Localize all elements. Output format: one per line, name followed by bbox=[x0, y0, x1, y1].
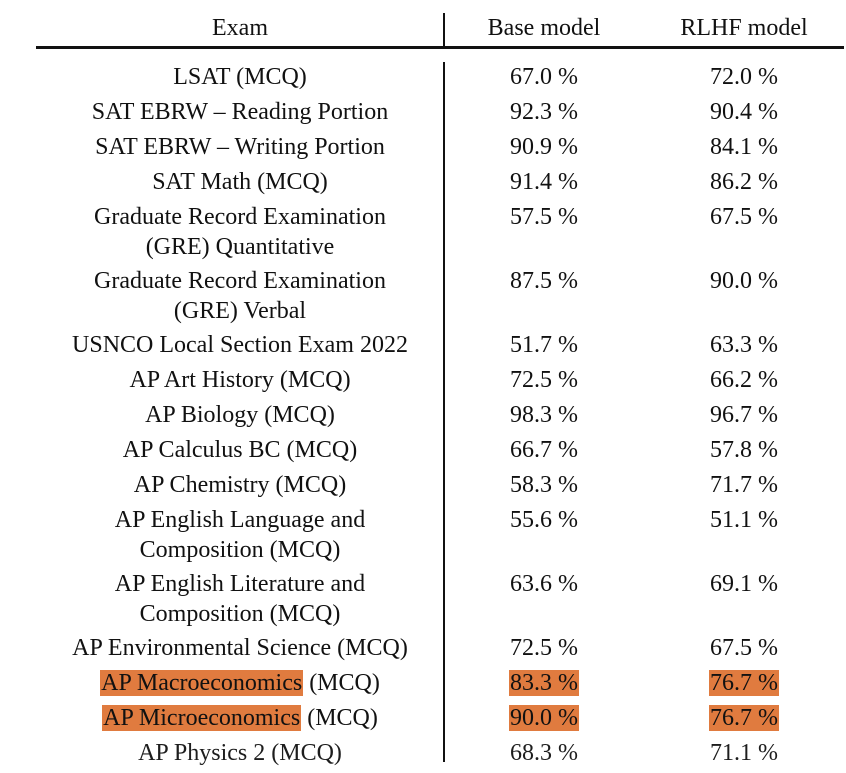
header-rlhf-model: RLHF model bbox=[680, 15, 808, 41]
rlhf-model-score-value: 69.1 % bbox=[710, 571, 778, 597]
rlhf-model-score bbox=[644, 167, 844, 197]
base-model-score bbox=[448, 132, 640, 162]
base-model-score bbox=[448, 633, 640, 663]
base-model-score-value: 63.6 % bbox=[510, 571, 578, 597]
base-model-score bbox=[448, 97, 640, 127]
rlhf-model-score-value: 90.4 % bbox=[710, 99, 778, 125]
base-model-score-value: 57.5 % bbox=[510, 204, 578, 230]
rlhf-model-score-value: 67.5 % bbox=[710, 204, 778, 230]
exam-name-line: LSAT (MCQ) bbox=[173, 64, 307, 90]
rlhf-model-score-value: 57.8 % bbox=[710, 437, 778, 463]
exam-name-suffix: (MCQ) bbox=[303, 670, 380, 696]
rlhf-model-score bbox=[644, 266, 844, 296]
exam-name-line: AP Chemistry (MCQ) bbox=[133, 472, 347, 498]
base-model-score bbox=[448, 266, 640, 296]
rlhf-model-score bbox=[644, 62, 844, 92]
exam-name bbox=[40, 167, 440, 197]
table-body bbox=[0, 62, 846, 773]
exam-name-line: SAT EBRW – Reading Portion bbox=[91, 99, 389, 125]
base-model-score bbox=[448, 703, 640, 733]
rlhf-model-score-value: 76.7 % bbox=[710, 705, 778, 731]
exam-name-line: Composition (MCQ) bbox=[139, 601, 341, 627]
exam-name bbox=[40, 330, 440, 360]
base-model-score-value: 87.5 % bbox=[510, 268, 578, 294]
base-model-score-value: 83.3 % bbox=[510, 670, 578, 696]
base-model-score-value: 90.0 % bbox=[510, 705, 578, 731]
table-header bbox=[0, 14, 846, 42]
rlhf-model-score bbox=[644, 703, 844, 733]
exam-name bbox=[40, 97, 440, 127]
exam-name bbox=[40, 62, 440, 92]
exam-name-line: AP English Language and bbox=[114, 507, 366, 533]
exam-name bbox=[40, 266, 440, 326]
base-model-score-value: 58.3 % bbox=[510, 472, 578, 498]
exam-name bbox=[40, 703, 440, 733]
rlhf-model-score bbox=[644, 738, 844, 768]
base-model-score-value: 72.5 % bbox=[510, 367, 578, 393]
base-model-score bbox=[448, 738, 640, 768]
rlhf-model-score-value: 71.1 % bbox=[710, 740, 778, 766]
exam-name bbox=[40, 738, 440, 768]
exam-name-line: AP Art History (MCQ) bbox=[129, 367, 351, 393]
base-model-score bbox=[448, 470, 640, 500]
rlhf-model-score bbox=[644, 569, 844, 599]
rlhf-model-score-value: 51.1 % bbox=[710, 507, 778, 533]
rlhf-model-score-value: 76.7 % bbox=[710, 670, 778, 696]
base-model-score bbox=[448, 400, 640, 430]
table-row bbox=[0, 167, 846, 202]
table-row bbox=[0, 62, 846, 97]
base-model-score bbox=[448, 330, 640, 360]
rlhf-model-score bbox=[644, 132, 844, 162]
table-row bbox=[0, 97, 846, 132]
exam-name-line: Composition (MCQ) bbox=[139, 537, 341, 563]
base-model-score-value: 68.3 % bbox=[510, 740, 578, 766]
exam-name-line: AP Macroeconomics bbox=[101, 670, 303, 696]
rlhf-model-score bbox=[644, 633, 844, 663]
exam-name-line: Graduate Record Examination bbox=[94, 204, 386, 230]
exam-name bbox=[40, 202, 440, 262]
exam-name bbox=[40, 668, 440, 698]
table-row bbox=[0, 266, 846, 330]
table-row bbox=[0, 668, 846, 703]
rlhf-model-score-value: 63.3 % bbox=[710, 332, 778, 358]
exam-name bbox=[40, 569, 440, 629]
base-model-score bbox=[448, 202, 640, 232]
base-model-score bbox=[448, 435, 640, 465]
exam-name-line: AP Environmental Science (MCQ) bbox=[72, 635, 408, 661]
table-row bbox=[0, 470, 846, 505]
exam-name bbox=[40, 365, 440, 395]
exam-name-line: USNCO Local Section Exam 2022 bbox=[72, 332, 408, 358]
base-model-score-value: 92.3 % bbox=[510, 99, 578, 125]
base-model-score bbox=[448, 505, 640, 535]
table-row bbox=[0, 703, 846, 738]
rlhf-model-score-value: 67.5 % bbox=[710, 635, 778, 661]
table-row bbox=[0, 330, 846, 365]
base-model-score bbox=[448, 365, 640, 395]
base-model-score-value: 72.5 % bbox=[510, 635, 578, 661]
exam-name-line: AP English Literature and bbox=[114, 571, 366, 597]
header-base-model: Base model bbox=[487, 15, 601, 41]
exam-name-line: (GRE) Verbal bbox=[173, 298, 307, 324]
base-model-score bbox=[448, 62, 640, 92]
base-model-score-value: 98.3 % bbox=[510, 402, 578, 428]
exam-name bbox=[40, 400, 440, 430]
exam-name bbox=[40, 435, 440, 465]
table-row bbox=[0, 132, 846, 167]
header-column-divider bbox=[443, 13, 445, 47]
base-model-score bbox=[448, 167, 640, 197]
table-row bbox=[0, 365, 846, 400]
rlhf-model-score-value: 71.7 % bbox=[710, 472, 778, 498]
base-model-score-value: 66.7 % bbox=[510, 437, 578, 463]
rlhf-model-score-value: 66.2 % bbox=[710, 367, 778, 393]
exam-name-line: AP Microeconomics bbox=[103, 705, 301, 731]
base-model-score-value: 51.7 % bbox=[510, 332, 578, 358]
rlhf-model-score bbox=[644, 505, 844, 535]
exam-name-line: Graduate Record Examination bbox=[94, 268, 386, 294]
rlhf-model-score-value: 96.7 % bbox=[710, 402, 778, 428]
header-exam: Exam bbox=[212, 15, 268, 41]
rlhf-model-score bbox=[644, 97, 844, 127]
exam-name-line: AP Physics 2 (MCQ) bbox=[138, 740, 342, 766]
exam-name bbox=[40, 633, 440, 663]
table-row bbox=[0, 738, 846, 773]
table-row bbox=[0, 400, 846, 435]
rlhf-model-score bbox=[644, 202, 844, 232]
base-model-score bbox=[448, 668, 640, 698]
table-row bbox=[0, 505, 846, 569]
rlhf-model-score bbox=[644, 365, 844, 395]
exam-name-line: AP Calculus BC (MCQ) bbox=[122, 437, 358, 463]
base-model-score-value: 67.0 % bbox=[510, 64, 578, 90]
exam-name bbox=[40, 470, 440, 500]
base-model-score-value: 55.6 % bbox=[510, 507, 578, 533]
table-row bbox=[0, 633, 846, 668]
table-row bbox=[0, 202, 846, 266]
rlhf-model-score bbox=[644, 668, 844, 698]
exam-name-line: AP Biology (MCQ) bbox=[145, 402, 335, 428]
rlhf-model-score bbox=[644, 470, 844, 500]
rlhf-model-score bbox=[644, 330, 844, 360]
rlhf-model-score-value: 72.0 % bbox=[710, 64, 778, 90]
rlhf-model-score-value: 84.1 % bbox=[710, 134, 778, 160]
exam-name-line: SAT Math (MCQ) bbox=[152, 169, 328, 195]
base-model-score-value: 90.9 % bbox=[510, 134, 578, 160]
base-model-score bbox=[448, 569, 640, 599]
rlhf-model-score-value: 90.0 % bbox=[710, 268, 778, 294]
table-row bbox=[0, 435, 846, 470]
rlhf-model-score bbox=[644, 435, 844, 465]
exam-name bbox=[40, 505, 440, 565]
table-row bbox=[0, 569, 846, 633]
exam-name-suffix: (MCQ) bbox=[301, 705, 378, 731]
header-rule bbox=[36, 46, 844, 49]
exam-name-line: (GRE) Quantitative bbox=[145, 234, 335, 260]
rlhf-model-score-value: 86.2 % bbox=[710, 169, 778, 195]
base-model-score-value: 91.4 % bbox=[510, 169, 578, 195]
exam-name bbox=[40, 132, 440, 162]
rlhf-model-score bbox=[644, 400, 844, 430]
exam-name-line: SAT EBRW – Writing Portion bbox=[95, 134, 385, 160]
